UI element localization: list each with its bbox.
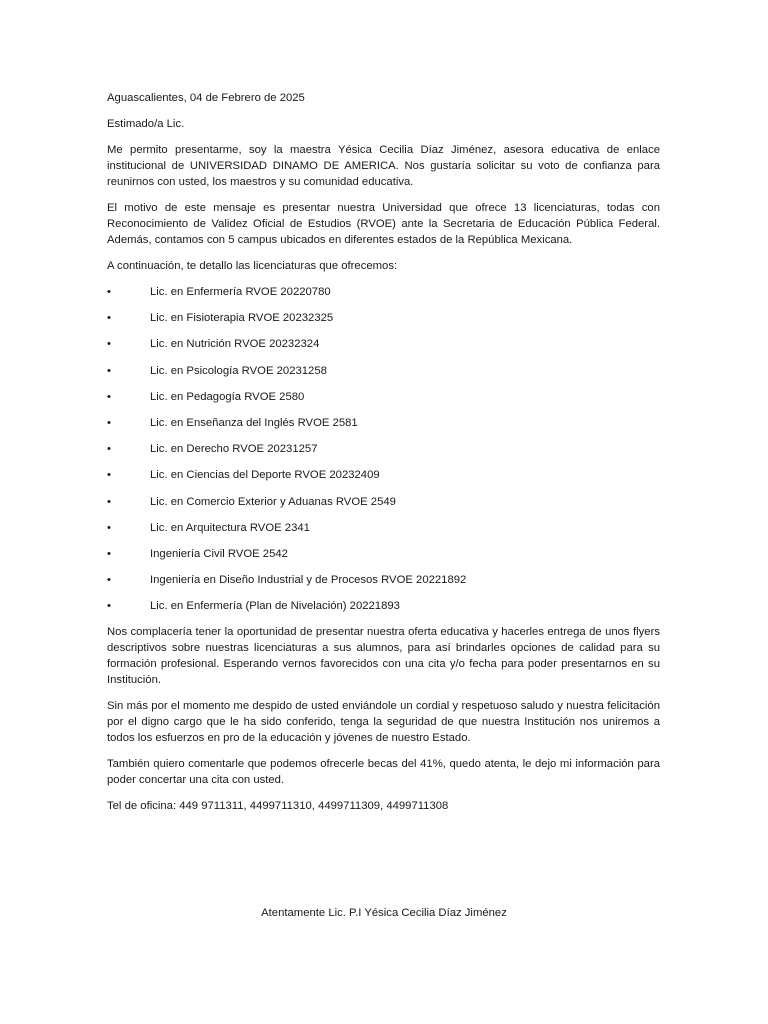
program-name: Lic. en Enseñanza del Inglés RVOE 2581: [150, 416, 358, 429]
list-intro: A continuación, te detallo las licenciaturas que ofrecemos:: [107, 260, 398, 272]
bullet-icon: •: [107, 574, 111, 587]
place-date: Aguascalientes, 04 de Febrero de 2025: [107, 92, 305, 104]
program-list-item: [107, 572, 660, 588]
program-name: Lic. en Ciencias del Deporte RVOE 20232409: [150, 469, 380, 482]
program-list-item: [107, 363, 660, 379]
program-name: Ingeniería en Diseño Industrial y de Procesos RVOE 20221892: [150, 574, 467, 587]
bullet-icon: •: [107, 364, 111, 377]
program-list-item: [107, 310, 660, 326]
program-list-item: [107, 598, 660, 614]
program-list-item: [107, 336, 660, 352]
program-name: Lic. en Arquitectura RVOE 2341: [150, 521, 310, 534]
bullet-icon: •: [107, 390, 111, 403]
program-list-item: [107, 415, 660, 431]
program-list-item: [107, 441, 660, 457]
program-name: Lic. en Fisioterapia RVOE 20232325: [150, 312, 334, 325]
program-name: Lic. en Nutrición RVOE 20232324: [150, 338, 320, 351]
program-name: Lic. en Enfermería RVOE 20220780: [150, 286, 331, 298]
program-name: Lic. en Derecho RVOE 20231257: [150, 443, 318, 456]
bullet-icon: •: [107, 416, 111, 429]
program-list-item: [107, 520, 660, 536]
paragraph-intro: Me permito presentarme, soy la maestra Yésica Cecilia Díaz Jiménez, asesora educativa de enlace institucional de UNIVERSIDAD DINAMO DE AMERICA. Nos gustaría solicitar su voto de confianza para reunirnos con usted, los maestros y su comunidad educativa.: [107, 144, 660, 188]
program-name: Lic. en Comercio Exterior y Aduanas RVOE 2549: [150, 495, 396, 508]
bullet-icon: •: [107, 286, 111, 298]
program-list-item: [107, 389, 660, 405]
bullet-icon: •: [107, 495, 111, 508]
greeting: Estimado/a Lic.: [107, 118, 185, 130]
paragraph-scholarship: También quiero comentarle que podemos ofrecerle becas del 41%, quedo atenta, le dejo mi información para poder concertar una cita con usted.: [107, 758, 660, 787]
program-list-item: [107, 546, 660, 562]
bullet-icon: •: [107, 547, 111, 560]
bullet-icon: •: [107, 443, 111, 456]
bullet-icon: •: [107, 521, 111, 534]
bullet-icon: •: [107, 600, 111, 613]
program-name: Lic. en Pedagogía RVOE 2580: [150, 390, 305, 403]
letter-body: [107, 90, 660, 824]
signature-line: Atentamente Lic. P.I Yésica Cecilia Díaz Jiménez: [261, 907, 507, 919]
paragraph-offer: Nos complacería tener la oportunidad de presentar nuestra oferta educativa y hacerles entrega de unos flyers descriptivos sobre nuestras licenciaturas a sus alumnos, para así brindarles opciones de calidad para su formación profesional. Esperando vernos favorecidos con una cita y/o fecha para poder presentarnos en su Institución.: [107, 626, 660, 687]
bullet-icon: •: [107, 469, 111, 482]
program-name: Lic. en Enfermería (Plan de Nivelación) 20221893: [150, 600, 400, 613]
paragraph-farewell: Sin más por el momento me despido de usted enviándole un cordial y respetuoso saludo y nuestra felicitación por el digno cargo que le ha sido conferido, tenga la seguridad de que nuestra Institución nos uniremos a todos los esfuerzos en pro de la educación y jóvenes de nuestro Estado.: [107, 700, 660, 745]
paragraph-motive: El motivo de este mensaje es presentar nuestra Universidad que ofrece 13 licenciaturas, todas con Reconocimiento de Validez Oficial de Estudios (RVOE) ante la Secretaria de Educación Pública Federal. Además, contamos con 5 campus ubicados en diferentes estados de la República Mexicana.: [107, 202, 660, 246]
program-list-item: [107, 284, 660, 300]
program-name: Ingeniería Civil RVOE 2542: [150, 547, 288, 560]
phone-line: Tel de oficina: 449 9711311, 4499711310, 4499711309, 4499711308: [107, 800, 449, 813]
program-list: [107, 284, 660, 614]
bullet-icon: •: [107, 312, 111, 325]
bullet-icon: •: [107, 338, 111, 351]
program-name: Lic. en Psicología RVOE 20231258: [150, 364, 327, 377]
program-list-item: [107, 467, 660, 483]
program-list-item: [107, 494, 660, 510]
